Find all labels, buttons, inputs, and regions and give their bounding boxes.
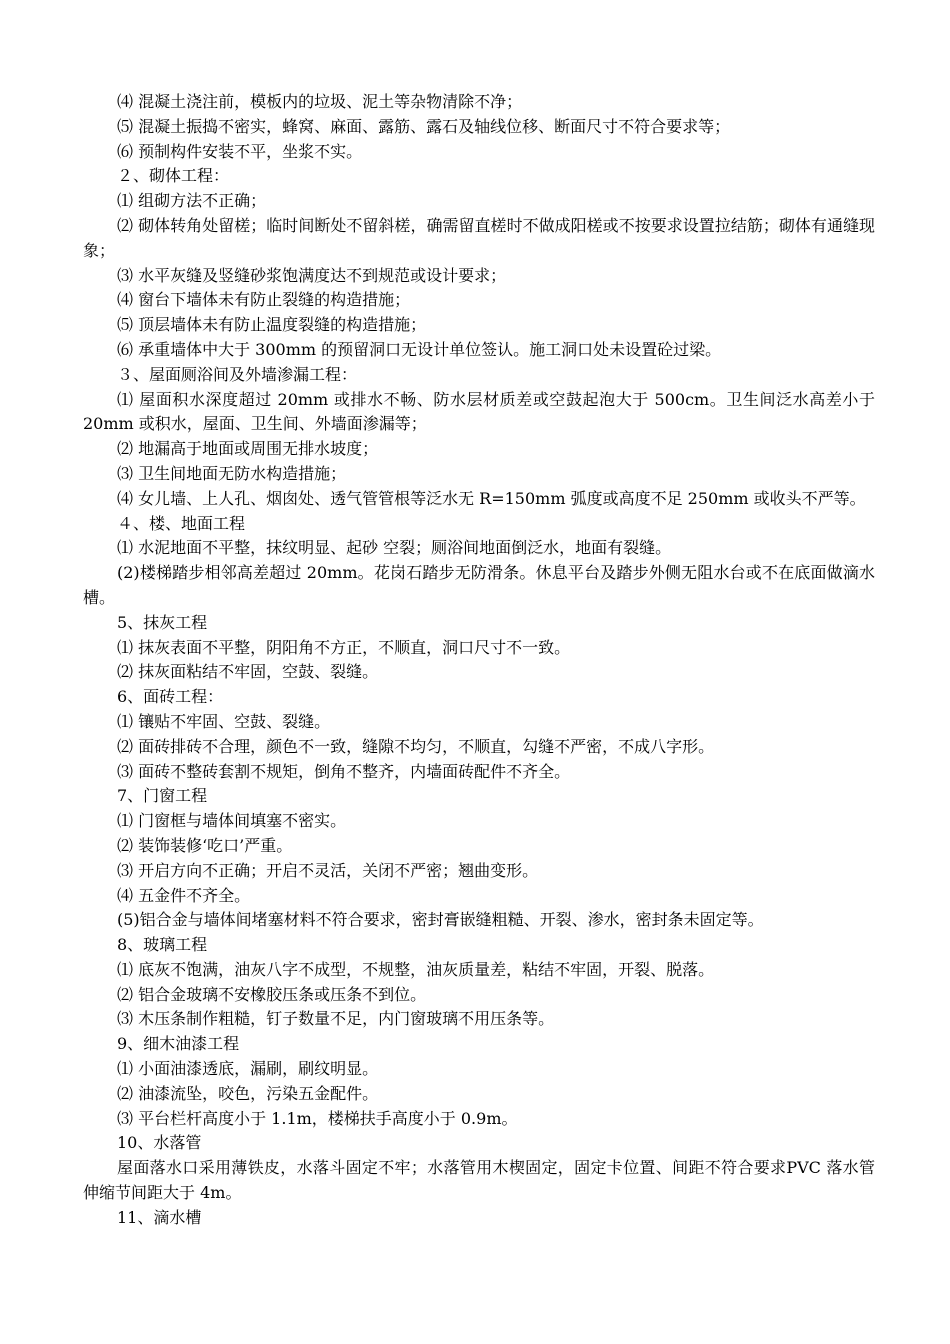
- text-line-l38: ⑵ 油漆流坠，咬色，污染五金配件。: [117, 1083, 379, 1103]
- text-line-l13: ⑵ 地漏高于地面或周围无排水坡度；: [117, 439, 379, 459]
- text-line-l22: 6、面砖工程：: [117, 687, 224, 707]
- text-line-l14: ⑶ 卫生间地面无防水构造措施；: [117, 463, 347, 483]
- text-line-l12: ⑴ 屋面积水深度超过 20mm 或排水不畅、防水层材质差或空鼓起泡大于 500cm。卫生间泛水高差小于 20mm 或积水，屋面、卫生间、外墙面渗漏等；: [83, 389, 875, 434]
- text-line-l24: ⑵ 面砖排砖不合理，颜色不一致，缝隙不均匀，不顺直，勾缝不严密，不成八字形。: [117, 736, 715, 756]
- text-line-l06: ⑵ 砌体转角处留槎；临时间断处不留斜槎，确需留直槎时不做成阳槎或不按要求设置拉结筋；砌体有通缝现象；: [83, 215, 875, 260]
- text-line-l42: 11、滴水槽: [117, 1207, 202, 1227]
- text-line-l26: 7、门窗工程: [117, 786, 208, 806]
- text-line-l04: ２、砌体工程：: [117, 166, 230, 186]
- text-line-l25: ⑶ 面砖不整砖套割不规矩，倒角不整齐，内墙面砖配件不齐全。: [117, 761, 571, 781]
- text-line-l33: ⑴ 底灰不饱满，油灰八字不成型，不规整，油灰质量差，粘结不牢固，开裂、脱落。: [117, 959, 715, 979]
- text-line-l32: 8、玻璃工程: [117, 935, 208, 955]
- document-body: [83, 90, 875, 1231]
- text-line-l30: ⑷ 五金件不齐全。: [117, 885, 251, 905]
- text-line-l36: 9、细木油漆工程: [117, 1034, 240, 1054]
- text-line-l18: (2)楼梯踏步相邻高差超过 20mm。花岗石踏步无防滑条。休息平台及踏步外侧无阻水台或不在底面做滴水槽。: [83, 563, 875, 607]
- text-line-l02: ⑸ 混凝土振捣不密实，蜂窝、麻面、露筋、露石及轴线位移、断面尺寸不符合要求等；: [117, 116, 731, 136]
- text-line-l09: ⑸ 顶层墙体未有防止温度裂缝的构造措施；: [117, 315, 427, 335]
- text-line-l28: ⑵ 装饰装修‘吃口’严重。: [117, 835, 293, 855]
- text-line-l03: ⑹ 预制构件安装不平，坐浆不实。: [117, 141, 363, 161]
- text-line-l19: 5、抹灰工程: [117, 612, 208, 632]
- text-line-l39: ⑶ 平台栏杆高度小于 1.1m，楼梯扶手高度小于 0.9m。: [117, 1108, 518, 1128]
- text-line-l05: ⑴ 组砌方法不正确；: [117, 191, 267, 211]
- text-line-l21: ⑵ 抹灰面粘结不牢固，空鼓、裂缝。: [117, 662, 379, 682]
- text-line-l40: 10、水落管: [117, 1133, 202, 1153]
- text-line-l23: ⑴ 镶贴不牢固、空鼓、裂缝。: [117, 711, 331, 731]
- text-line-l27: ⑴ 门窗框与墙体间填塞不密实。: [117, 811, 347, 831]
- text-line-l07: ⑶ 水平灰缝及竖缝砂浆饱满度达不到规范或设计要求；: [117, 265, 507, 285]
- text-line-l31: (5)铝合金与墙体间堵塞材料不符合要求，密封膏嵌缝粗糙、开裂、渗水，密封条未固定等。: [117, 910, 764, 930]
- text-line-l34: ⑵ 铝合金玻璃不安橡胶压条或压条不到位。: [117, 984, 427, 1004]
- text-line-l37: ⑴ 小面油漆透底，漏刷，刷纹明显。: [117, 1059, 379, 1079]
- text-line-l35: ⑶ 木压条制作粗糙，钉子数量不足，内门窗玻璃不用压条等。: [117, 1009, 555, 1029]
- text-line-l08: ⑷ 窗台下墙体未有防止裂缝的构造措施；: [117, 290, 411, 310]
- text-line-l17: ⑴ 水泥地面不平整，抹纹明显、起砂 空裂；厕浴间地面倒泛水，地面有裂缝。: [117, 538, 672, 558]
- text-line-l16: ４、楼、地面工程: [117, 513, 246, 533]
- text-line-l20: ⑴ 抹灰表面不平整，阴阳角不方正，不顺直，洞口尺寸不一致。: [117, 637, 571, 657]
- text-line-l41: 屋面落水口采用薄铁皮，水落斗固定不牢；水落管用木楔固定，固定卡位置、间距不符合要求PVC 落水管伸缩节间距大于 4m。: [83, 1158, 875, 1203]
- text-line-l10: ⑹ 承重墙体中大于 300mm 的预留洞口无设计单位签认。施工洞口处未设置砼过梁。: [117, 339, 722, 359]
- text-line-l11: ３、屋面厕浴间及外墙渗漏工程：: [117, 364, 358, 384]
- text-line-l29: ⑶ 开启方向不正确；开启不灵活，关闭不严密；翘曲变形。: [117, 860, 539, 880]
- text-line-l15: ⑷ 女儿墙、上人孔、烟囱处、透气管管根等泛水无 R=150mm 弧度或高度不足 250mm 或收头不严等。: [117, 488, 866, 508]
- text-line-l01: ⑷ 混凝土浇注前，模板内的垃圾、泥土等杂物清除不净；: [117, 92, 523, 111]
